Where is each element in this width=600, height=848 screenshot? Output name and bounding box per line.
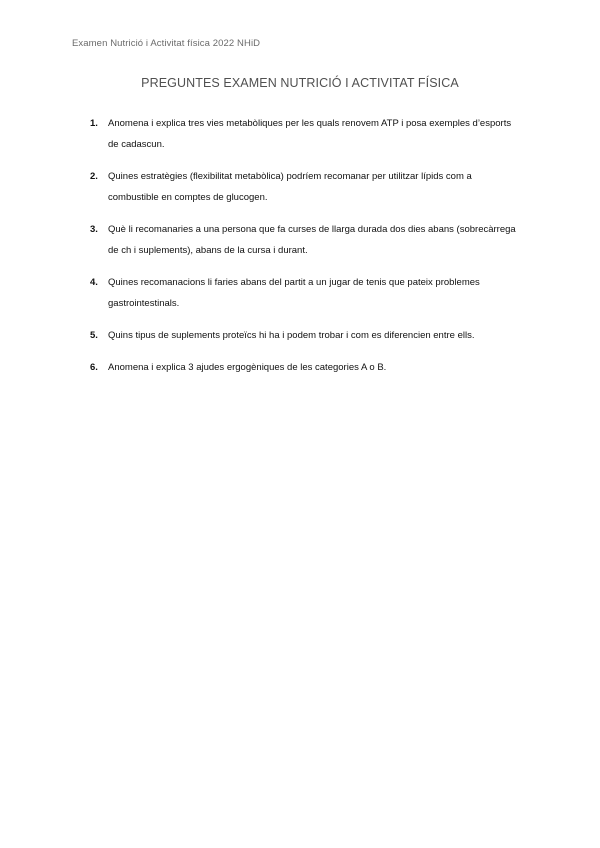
question-text: Què li recomanaries a una persona que fa curses de llarga durada dos dies abans (sobrecàrrega de ch i suplements), abans de la cursa i durant. bbox=[108, 224, 516, 256]
question-item bbox=[90, 166, 520, 208]
question-text: Anomena i explica tres vies metabòliques per les quals renovem ATP i posa exemples d’esports de cadascun. bbox=[108, 118, 512, 150]
question-text: Quines recomanacions li faries abans del partit a un jugar de tenis que pateix problemes gastrointestinals. bbox=[108, 277, 480, 309]
question-number: 1. bbox=[90, 118, 98, 129]
question-list bbox=[90, 113, 520, 389]
question-item bbox=[90, 325, 520, 346]
question-item bbox=[90, 113, 520, 155]
page-title: PREGUNTES EXAMEN NUTRICIÓ I ACTIVITAT FÍSICA bbox=[141, 76, 459, 90]
question-number: 2. bbox=[90, 171, 98, 182]
running-header: Examen Nutrició i Activitat física 2022 NHiD bbox=[72, 38, 261, 49]
question-text: Quins tipus de suplements proteïcs hi ha i podem trobar i com es diferencien entre ells. bbox=[108, 330, 475, 341]
question-item bbox=[90, 219, 520, 261]
question-number: 3. bbox=[90, 224, 98, 235]
question-number: 6. bbox=[90, 362, 98, 373]
question-number: 5. bbox=[90, 330, 98, 341]
question-item bbox=[90, 272, 520, 314]
question-item bbox=[90, 357, 520, 378]
question-number: 4. bbox=[90, 277, 98, 288]
question-text: Quines estratègies (flexibilitat metabòlica) podríem recomanar per utilitzar lípids com a combustible en comptes de glucogen. bbox=[108, 171, 472, 203]
question-text: Anomena i explica 3 ajudes ergogèniques de les categories A o B. bbox=[108, 362, 387, 373]
